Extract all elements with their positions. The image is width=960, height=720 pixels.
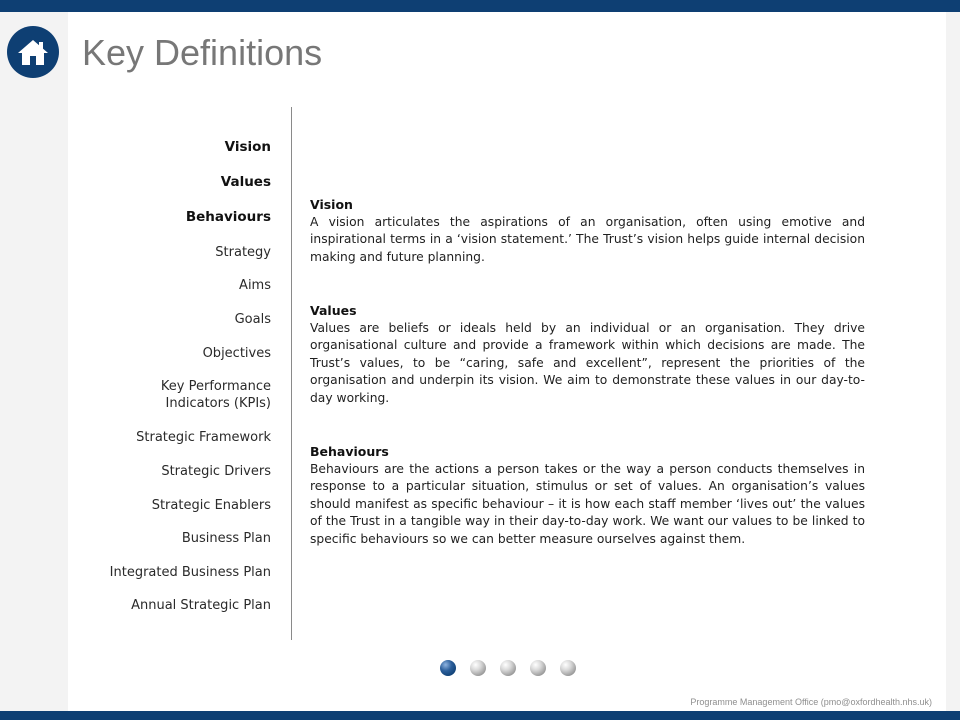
nav-item-annual-strategic-plan[interactable]: Annual Strategic Plan <box>131 598 271 613</box>
page-title: Key Definitions <box>82 32 323 73</box>
nav-item-behaviours[interactable]: Behaviours <box>185 209 271 225</box>
nav-item-strategic-framework[interactable]: Strategic Framework <box>136 430 271 445</box>
nav-item-strategic-drivers[interactable]: Strategic Drivers <box>161 464 271 479</box>
nav-item-kpis-line1: Key Performance <box>160 379 271 394</box>
nav-item-aims[interactable]: Aims <box>239 278 271 293</box>
nav-item-kpis-line2: Indicators (KPIs) <box>165 396 271 411</box>
nav-item-values[interactable]: Values <box>220 174 271 190</box>
nav-item-objectives[interactable]: Objectives <box>202 346 271 361</box>
nav-item-integrated-business-plan[interactable]: Integrated Business Plan <box>109 565 271 580</box>
page-dot-5[interactable] <box>560 660 576 676</box>
definition-title: Behaviours <box>310 444 389 459</box>
nav-item-business-plan[interactable]: Business Plan <box>181 531 271 546</box>
page-dot-1[interactable] <box>440 660 456 676</box>
top-accent-bar <box>0 0 960 12</box>
definition-vision <box>310 196 865 266</box>
nav-item-strategic-enablers[interactable]: Strategic Enablers <box>151 498 271 513</box>
definition-behaviours <box>310 443 865 548</box>
nav-item-goals[interactable]: Goals <box>234 312 271 327</box>
definition-body: Behaviours are the actions a person takes or the way a person conducts themselves in response to a particular situation, stimulus or set of values. An organisation’s values should manifest as specific behaviour – it is how each staff member ‘lives out’ the values of the Trust in a tangible way in their day-to-day work. We want our values to be linked to specific behaviours so we can better measure ourselves against them. <box>310 461 865 546</box>
page-dot-4[interactable] <box>530 660 546 676</box>
bottom-accent-bar <box>0 711 960 720</box>
footer-contact: Programme Management Office (pmo@oxfordhealth.nhs.uk) <box>690 697 932 707</box>
definition-values <box>310 302 865 407</box>
definition-body: A vision articulates the aspirations of an organisation, often using emotive and inspirational terms in a ‘vision statement.’ The Trust’s vision helps guide internal decision making and future planning. <box>310 214 865 264</box>
vertical-divider <box>291 107 292 640</box>
home-button[interactable] <box>7 26 59 78</box>
page-dot-3[interactable] <box>500 660 516 676</box>
nav-item-kpis[interactable] <box>90 378 271 412</box>
page-dot-2[interactable] <box>470 660 486 676</box>
home-icon <box>16 37 50 67</box>
definition-title: Values <box>310 303 357 318</box>
definition-title: Vision <box>310 197 353 212</box>
page-indicator <box>436 657 586 679</box>
definition-body: Values are beliefs or ideals held by an individual or an organisation. They drive organisational culture and provide a framework within which decisions are made. The Trust’s values, to be “caring, safe and excellent”, represent the priorities of the organisation and underpin its vision. We aim to demonstrate these values in our day-to-day working. <box>310 320 865 405</box>
nav-item-strategy[interactable]: Strategy <box>215 245 271 260</box>
nav-item-vision[interactable]: Vision <box>224 139 271 155</box>
